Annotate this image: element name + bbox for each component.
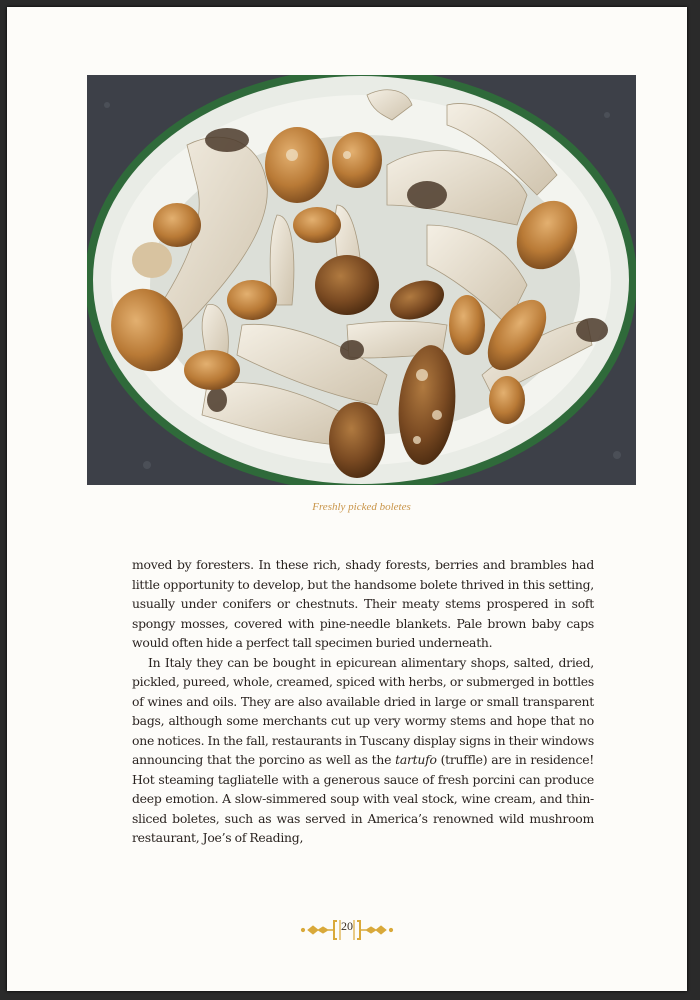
page-footer <box>7 917 687 947</box>
page-number: 20 <box>341 919 353 933</box>
photo-caption: Freshly picked boletes <box>312 501 411 513</box>
body-text <box>132 555 594 848</box>
paragraph-2-part-b: (truffle) are in residence! Hot steaming tagliatelle with a generous sauce of fresh porcini can produce deep emotion. A slow-simmered soup with veal stock, wine cream, and thin-sliced boletes, such as was served in America’s renowned wild mushroom restaurant, Joe’s of Reading, <box>132 752 595 845</box>
paragraph-2-part-a: In Italy they can be bought in epicurean alimentary shops, salted, dried, pickled, pureed, whole, creamed, spiced with herbs, or submerged in bottles of wines and oils. They are also available dried in large or small transparent bags, although some merchants cut up very wormy stems and hope that no one notices. In the fall, restaurants in Tuscany display signs in their windows announcing that the porcino as well as the <box>132 654 594 767</box>
mushroom-photo <box>87 75 636 485</box>
paragraph-2 <box>132 653 594 848</box>
book-page <box>7 7 687 991</box>
italic-term: tartufo <box>395 752 437 767</box>
paragraph-1: moved by foresters. In these rich, shady forests, berries and brambles had little opportunity to develop, but the handsome bolete thrived in this setting, usually under conifers or chestnuts. Their meaty stems prospered in soft spongy mosses, covered with pine-needle blankets. Pale brown baby caps would often hide a perfect tall specimen buried underneath. <box>132 557 594 650</box>
boletes-image <box>87 75 636 485</box>
